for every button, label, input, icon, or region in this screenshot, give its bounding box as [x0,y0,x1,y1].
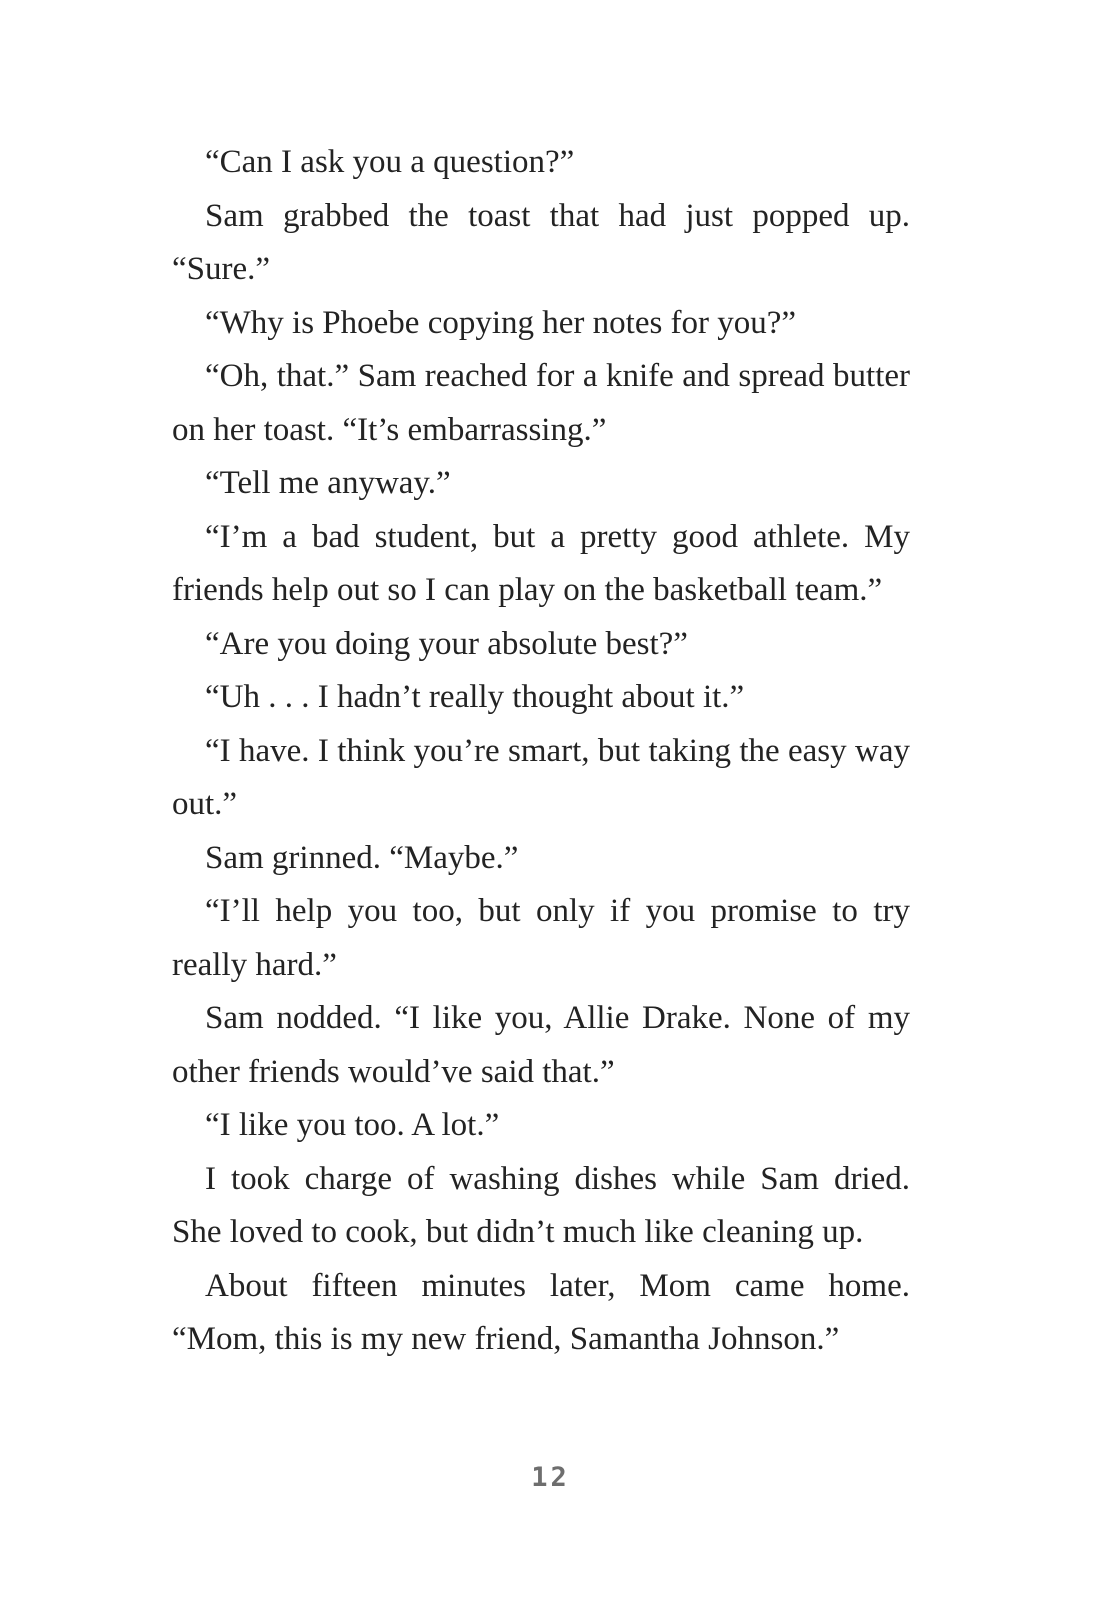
paragraph: About fifteen minutes later, Mom came home. “Mom, this is my new friend, Samantha Johnson.” [172,1267,910,1357]
paragraph: “I’ll help you too, but only if you promise to try really hard.” [172,893,910,983]
paragraph: “Tell me anyway.” [205,465,451,501]
paragraph: Sam nodded. “I like you, Allie Drake. None of my other friends would’ve said that.” [172,1000,910,1090]
body-text [172,136,910,1367]
paragraph: “Are you doing your absolute best?” [205,625,688,662]
paragraph: Sam grinned. “Maybe.” [205,839,519,876]
paragraph: “Why is Phoebe copying her notes for you?” [205,304,797,341]
paragraph: I took charge of washing dishes while Sam dried. She loved to cook, but didn’t much like cleaning up. [172,1160,910,1250]
paragraph: “I’m a bad student, but a pretty good athlete. My friends help out so I can play on the basketball team.” [172,518,910,608]
paragraph: Sam grabbed the toast that had just popped up. “Sure.” [172,197,910,287]
paragraph: “Oh, that.” Sam reached for a knife and spread butter on her toast. “It’s embarrassing.” [172,358,910,448]
paragraph: “I have. I think you’re smart, but taking the easy way out.” [172,732,910,822]
paragraph: “Uh . . . I hadn’t really thought about it.” [205,679,745,715]
page-number: 12 [531,1462,570,1493]
paragraph: “I like you too. A lot.” [205,1107,500,1143]
paragraph: “Can I ask you a question?” [205,144,575,180]
